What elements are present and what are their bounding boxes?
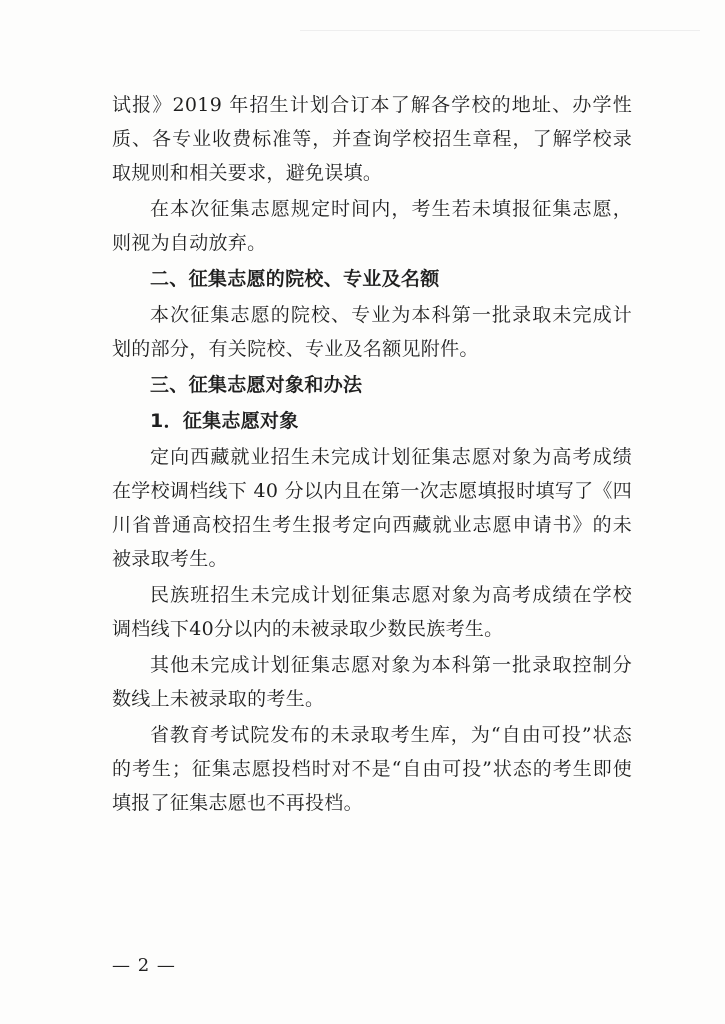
paragraph-other-targets: 其他未完成计划征集志愿对象为本科第一批录取控制分数线上未被录取的考生。 xyxy=(112,654,632,710)
section-heading-3: 三、征集志愿对象和办法 xyxy=(150,374,363,396)
subsection-heading-1: 1．征集志愿对象 xyxy=(150,410,299,432)
paragraph-free-status: 省教育考试院发布的未录取考生库，为“自由可投”状态的考生；征集志愿投档时对不是“自由可投”状态的考生即使填报了征集志愿也不再投档。 xyxy=(112,724,632,814)
top-rule xyxy=(300,30,700,31)
paragraph-tibet-targets: 定向西藏就业招生未完成计划征集志愿对象为高考成绩在学校调档线下 40 分以内且在第一次志愿填报时填写了《四川省普通高校招生考生报考定向西藏就业志愿申请书》的未被录取考生。 xyxy=(112,446,632,570)
paragraph-auto-abandon: 在本次征集志愿规定时间内，考生若未填报征集志愿，则视为自动放弃。 xyxy=(112,198,632,254)
page-number: — 2 — xyxy=(112,955,176,976)
paragraph-schools-majors: 本次征集志愿的院校、专业为本科第一批录取未完成计划的部分，有关院校、专业及名额见附件。 xyxy=(112,304,632,360)
paragraph-ethnic-class: 民族班招生未完成计划征集志愿对象为高考成绩在学校调档线下40分以内的未被录取少数民族考生。 xyxy=(112,584,632,640)
paragraph-continuation: 试报》2019 年招生计划合订本了解各学校的地址、办学性质、各专业收费标准等，并查询学校招生章程，了解学校录取规则和相关要求，避免误填。 xyxy=(112,94,632,184)
document-body xyxy=(112,88,632,822)
section-heading-2: 二、征集志愿的院校、专业及名额 xyxy=(150,268,440,290)
